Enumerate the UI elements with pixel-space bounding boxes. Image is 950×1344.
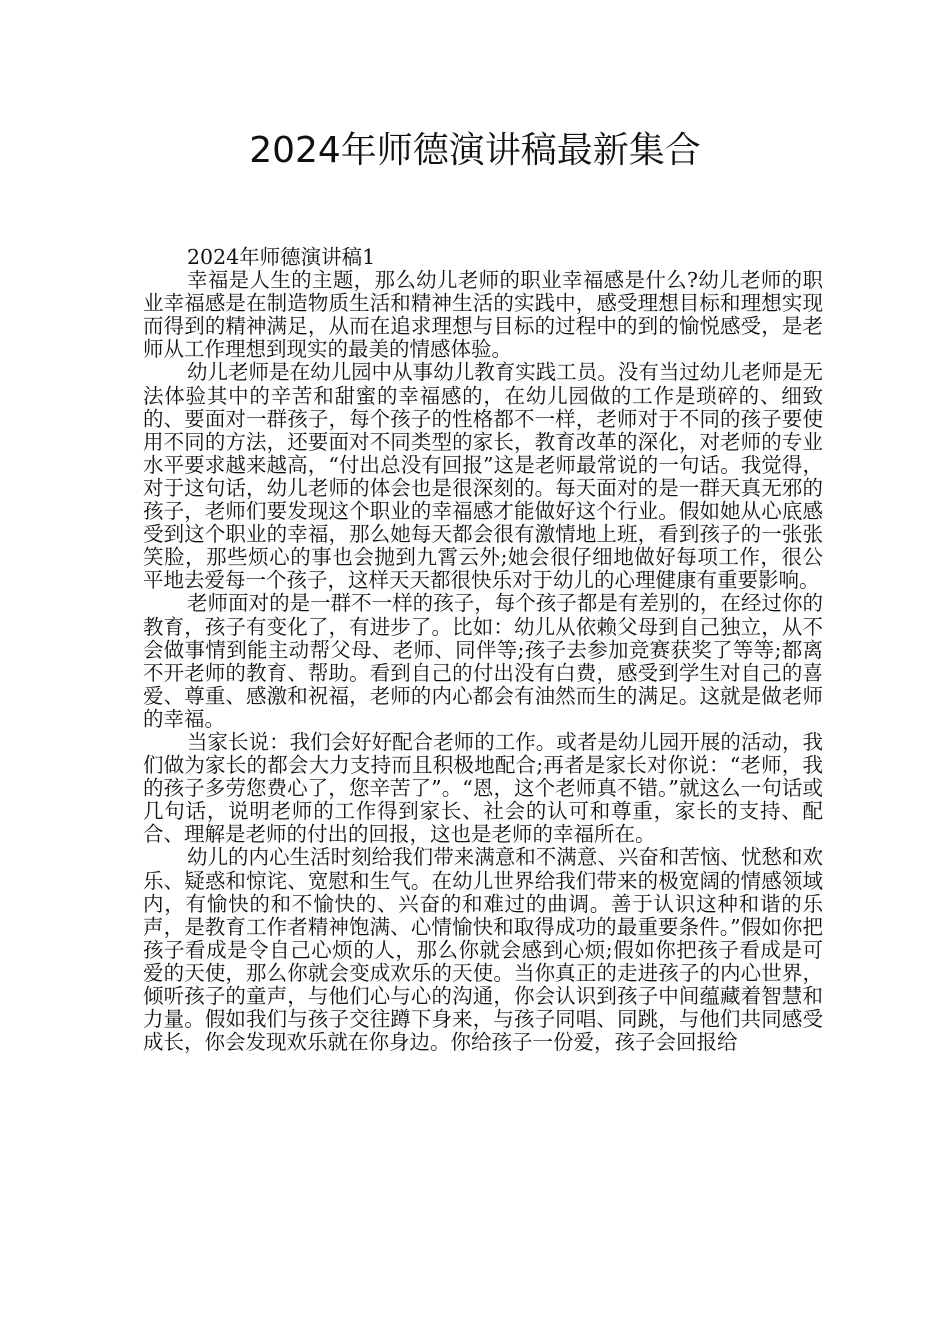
paragraph-3: 老师面对的是一群不一样的孩子，每个孩子都是有差别的，在经过你的教育，孩子有变化了，有进步了。比如：幼儿从依赖父母到自己独立，从不会做事情到能主动帮父母、老师、同伴等;孩子去参加竞赛获奖了等等;都离不开老师的教育、帮助。看到自己的付出没有白费，感受到学生对自己的喜爱、尊重、感激和祝福，老师的内心都会有油然而生的满足。这就是做老师的幸福。 bbox=[143, 591, 823, 731]
section-heading: 2024年师德演讲稿1 bbox=[187, 245, 376, 269]
paragraph-5: 幼儿的内心生活时刻给我们带来满意和不满意、兴奋和苦恼、忧愁和欢乐、疑惑和惊诧、宽慰和生气。在幼儿世界给我们带来的极宽阔的情感领域内，有愉快的和不愉快的、兴奋的和难过的曲调。善于认识这种和谐的乐声，是教育工作者精神饱满、心情愉快和取得成功的最重要条件。”假如你把孩子看成是令自己心烦的人，那么你就会感到心烦;假如你把孩子看成是可爱的天使，那么你就会变成欢乐的天使。当你真正的走进孩子的内心世界，倾听孩子的童声，与他们心与心的沟通，你会认识到孩子中间蕴藏着智慧和力量。假如我们与孩子交往蹲下身来，与孩子同唱、同跳，与他们共同感受成长，你会发现欢乐就在你身边。你给孩子一份爱，孩子会回报给 bbox=[143, 845, 823, 1055]
paragraph-4: 当家长说：我们会好好配合老师的工作。或者是幼儿园开展的活动，我们做为家长的都会大力支持而且积极地配合;再者是家长对你说：“老师，我的孩子多劳您费心了，您辛苦了”。“恩，这个老师真不错。”就这么一句话或几句话，说明老师的工作得到家长、社会的认可和尊重，家长的支持、配合、理解是老师的付出的回报，这也是老师的幸福所在。 bbox=[143, 729, 823, 847]
document-body bbox=[143, 246, 823, 1054]
document-title: 2024年师德演讲稿最新集合 bbox=[249, 130, 701, 171]
paragraph-2: 幼儿老师是在幼儿园中从事幼儿教育实践工员。没有当过幼儿老师是无法体验其中的辛苦和甜蜜的幸福感的，在幼儿园做的工作是琐碎的、细致的、要面对一群孩子，每个孩子的性格都不一样，老师对于不同的孩子要使用不同的方法，还要面对不同类型的家长，教育改革的深化，对老师的专业水平要求越来越高，“付出总没有回报”这是老师最常说的一句话。我觉得，对于这句话，幼儿老师的体会也是很深刻的。每天面对的是一群天真无邪的孩子，老师们要发现这个职业的幸福感才能做好这个行业。假如她从心底感受到这个职业的幸福，那么她每天都会很有激情地上班，看到孩子的一张张笑脸，那些烦心的事也会抛到九霄云外;她会很仔细地做好每项工作，很公平地去爱每一个孩子，这样天天都很快乐对于幼儿的心理健康有重要影响。 bbox=[143, 360, 823, 593]
paragraph-1: 幸福是人生的主题，那么幼儿老师的职业幸福感是什么?幼儿老师的职业幸福感是在制造物质生活和精神生活的实践中，感受理想目标和理想实现而得到的精神满足，从而在追求理想与目标的过程中的到的愉悦感受，是老师从工作理想到现实的最美的情感体验。 bbox=[143, 268, 823, 362]
